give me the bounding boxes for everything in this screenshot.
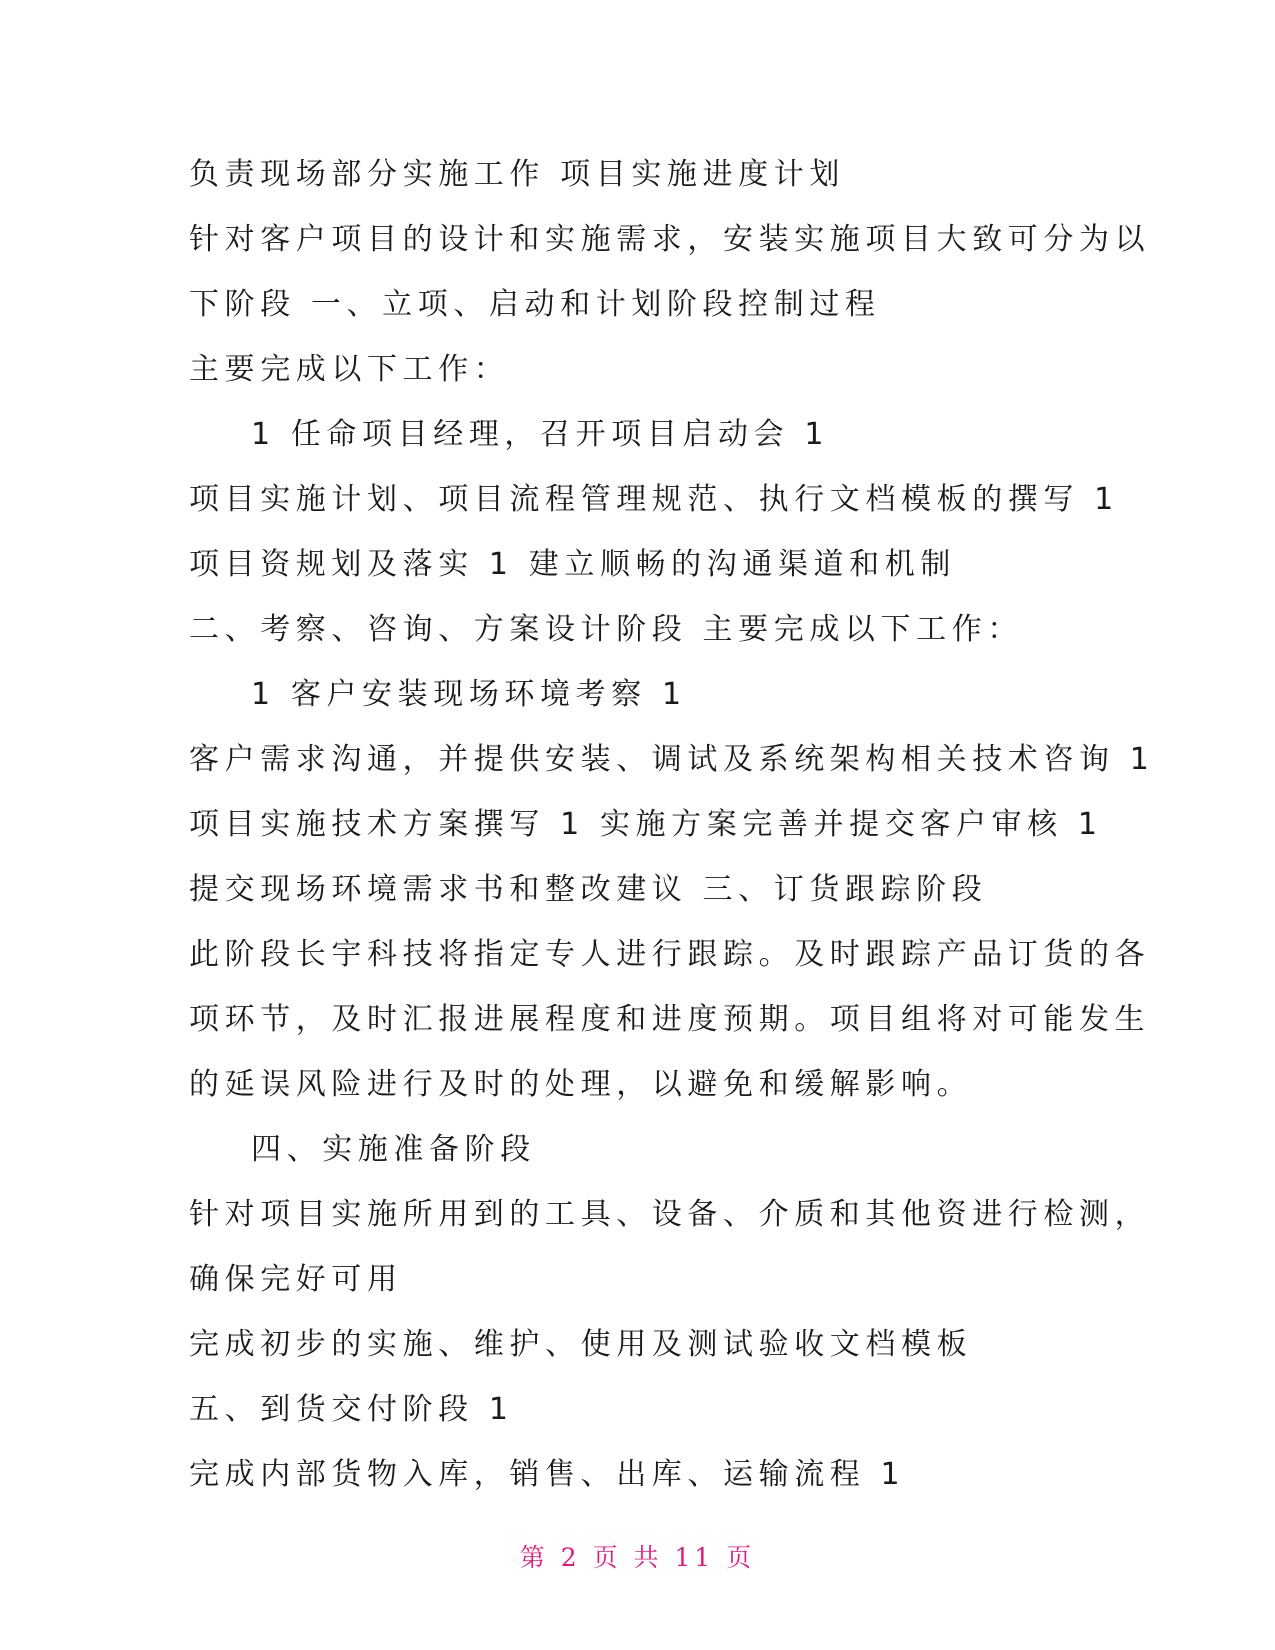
text-line: 1 任命项目经理，召开项目启动会 1 — [251, 417, 830, 452]
text-line: 负责现场部分实施工作 项目实施进度计划 — [189, 157, 845, 192]
text-line: 的延误风险进行及时的处理，以避免和缓解影响。 — [189, 1067, 973, 1102]
text-line: 项目资规划及落实 1 建立顺畅的沟通渠道和机制 — [189, 547, 956, 582]
text-line: 项目实施计划、项目流程管理规范、执行文档模板的撰写 1 — [189, 482, 1119, 517]
text-line: 针对客户项目的设计和实施需求，安装实施项目大致可分为以 — [189, 222, 1151, 257]
document-body — [189, 142, 1155, 1507]
text-line: 主要完成以下工作： — [189, 352, 510, 387]
text-line: 下阶段 一、立项、启动和计划阶段控制过程 — [189, 287, 881, 322]
text-line: 项环节，及时汇报进展程度和进度预期。项目组将对可能发生 — [189, 1002, 1151, 1037]
text-line: 五、到货交付阶段 1 — [189, 1392, 514, 1427]
text-line: 项目实施技术方案撰写 1 实施方案完善并提交客户审核 1 — [189, 807, 1103, 842]
text-line: 此阶段长宇科技将指定专人进行跟踪。及时跟踪产品订货的各 — [189, 937, 1151, 972]
page-number-footer: 第 2 页 共 11 页 — [519, 1543, 756, 1572]
text-line: 1 客户安装现场环境考察 1 — [251, 677, 687, 712]
text-line: 客户需求沟通，并提供安装、调试及系统架构相关技术咨询 1 — [189, 742, 1155, 777]
text-line: 完成初步的实施、维护、使用及测试验收文档模板 — [189, 1327, 973, 1362]
text-line: 提交现场环境需求书和整改建议 三、订货跟踪阶段 — [189, 872, 988, 907]
text-line: 二、考察、咨询、方案设计阶段 主要完成以下工作： — [189, 612, 1023, 647]
text-line: 针对项目实施所用到的工具、设备、介质和其他资进行检测， — [189, 1197, 1151, 1232]
text-line: 确保完好可用 — [189, 1262, 403, 1297]
text-line: 完成内部货物入库，销售、出库、运输流程 1 — [189, 1457, 906, 1492]
text-line: 四、实施准备阶段 — [251, 1132, 536, 1167]
